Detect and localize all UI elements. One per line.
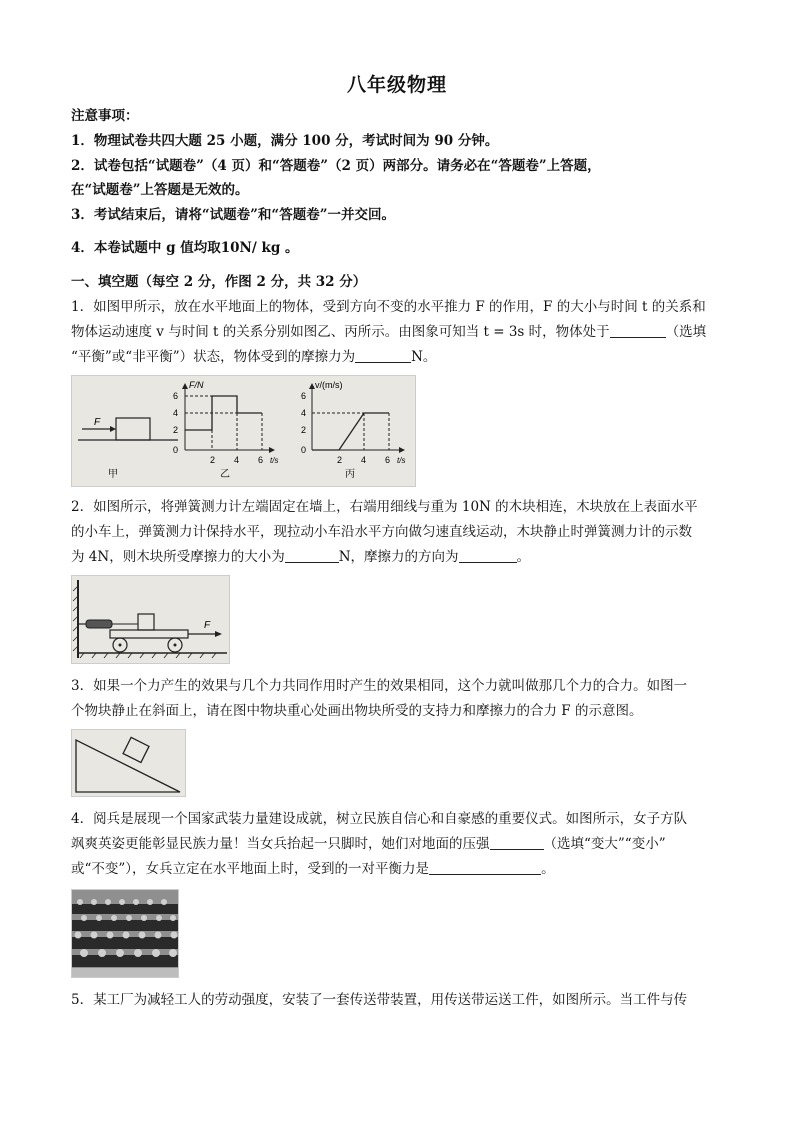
jia-label: 甲 (108, 469, 118, 480)
q1-line2 (71, 322, 706, 342)
q1-blank-1[interactable] (610, 323, 666, 338)
yi-ytick-2: 2 (173, 425, 179, 435)
incline-block (123, 737, 149, 762)
note-item-3: 3．考试结束后，请将“试题卷”和“答题卷”一并交回。 (71, 207, 395, 223)
bing-xtick-4: 4 (361, 455, 367, 465)
block-jia (116, 418, 150, 440)
yi-xtick-4: 4 (234, 455, 240, 465)
q4-line2 (71, 834, 666, 854)
q1-figure (71, 375, 416, 487)
parade-photo (71, 889, 179, 978)
note-item-1: 1．物理试卷共四大题 25 小题，满分 100 分，考试时间为 90 分钟。 (71, 133, 499, 149)
q4-line2-text: 飒爽英姿更能彰显民族力量！当女兵抬起一只脚时，她们对地面的压强 (71, 836, 490, 852)
bing-xlabel: t/s (397, 456, 406, 465)
q4-blank-2[interactable] (429, 860, 541, 875)
bing-ytick-2: 2 (301, 425, 307, 435)
yi-ylabel: F/N (189, 380, 204, 390)
bing-ylabel: v/(m/s) (315, 380, 343, 390)
q1-line3-tail: N。 (411, 349, 437, 365)
bing-xtick-6: 6 (385, 455, 391, 465)
bing-ytick-6: 6 (301, 391, 307, 401)
q4-blank-1[interactable] (490, 835, 544, 850)
q2-line3-mid: N，摩擦力的方向为 (338, 549, 459, 565)
q5-line1: 5．某工厂为减轻工人的劳动强度，安装了一套传送带装置，用传送带运送工件，如图所示。当工件与传 (71, 992, 688, 1008)
graph-yi (173, 380, 278, 480)
q4-line3 (71, 859, 555, 879)
page-title: 八年级物理 (346, 74, 447, 96)
notes-heading: 注意事项： (71, 108, 139, 124)
bing-ytick-0: 0 (301, 445, 307, 455)
bing-label: 丙 (345, 469, 355, 480)
q4-line3-tail: 。 (541, 861, 555, 877)
q2-blank-1[interactable] (285, 548, 339, 563)
q2-line2: 的小车上，弹簧测力计保持水平，现拉动小车沿水平方向做匀速直线运动，木块静止时弹簧测力计的示数 (71, 524, 692, 540)
q1-line1: 1．如图甲所示，放在水平地面上的物体，受到方向不变的水平推力 F 的作用，F 的大小与时间 t 的关系和 (71, 299, 706, 315)
q2-line3-text: 为 4N，则木块所受摩擦力的大小为 (71, 549, 285, 565)
wood-block (138, 614, 154, 630)
yi-xtick-2: 2 (210, 455, 216, 465)
q4-line2-tail: （选填“变大”“变小” (543, 836, 666, 852)
note-item-2-cont: 在“试题卷”上答题是无效的。 (71, 182, 249, 198)
note-item-4: 4．本卷试题中 g 值均取10N/ kg 。 (71, 240, 299, 256)
q1-line3-text: “平衡”或“非平衡”）状态，物体受到的摩擦力为 (71, 349, 356, 365)
q1-line3 (71, 347, 436, 367)
q2-figure-drawing (72, 576, 229, 663)
q2-blank-2[interactable] (459, 548, 517, 563)
q1-line2-tail: （选填 (665, 324, 707, 340)
q4-line1: 4．阅兵是展现一个国家武装力量建设成就，树立民族自信心和自豪感的重要仪式。如图所示，女子方队 (71, 811, 688, 827)
bing-ytick-4: 4 (301, 408, 307, 418)
yi-xlabel: t/s (270, 456, 279, 465)
q3-line2: 个物块静止在斜面上，请在图中物块重心处画出物块所受的支持力和摩擦力的合力 F 的示意图。 (71, 703, 643, 719)
q2-line3 (71, 547, 530, 567)
q3-figure (71, 729, 186, 797)
yi-ytick-0: 0 (173, 445, 179, 455)
yi-ytick-4: 4 (173, 408, 179, 418)
spring-scale (86, 620, 112, 628)
q3-line1: 3．如果一个力产生的效果与几个力共同作用时产生的效果相同，这个力就叫做那几个力的合力。如图一 (71, 678, 688, 694)
section-heading: 一、填空题（每空 2 分，作图 2 分，共 32 分） (71, 274, 367, 290)
q1-blank-2[interactable] (355, 348, 411, 363)
parade-photo-drawing (72, 890, 178, 977)
q2-line3-tail: 。 (516, 549, 531, 565)
bing-xtick-2: 2 (337, 455, 343, 465)
cart (110, 630, 188, 638)
q4-line3-text: 或“不变”），女兵立定在水平地面上时，受到的一对平衡力是 (71, 861, 430, 877)
yi-ytick-6: 6 (173, 391, 179, 401)
yi-xtick-6: 6 (258, 455, 264, 465)
graph-bing (301, 380, 405, 480)
jia-force-label: F (94, 417, 101, 428)
q2-line1: 2．如图所示，将弹簧测力计左端固定在墙上，右端用细线与重为 10N 的木块相连，木块放在上表面水平 (71, 499, 698, 515)
q2-figure (71, 575, 230, 664)
q1-line2-text: 物体运动速度 v 与时间 t 的关系分别如图乙、丙所示。由图象可知当 t = 3s 时，物体处于 (71, 324, 610, 340)
yi-label: 乙 (220, 469, 230, 480)
q1-figure-drawing (72, 376, 415, 486)
note-item-2: 2．试卷包括“试题卷”（4 页）和“答题卷”（2 页）两部分。请务必在“答题卷”上答题， (71, 158, 601, 174)
q2-force-label: F (204, 620, 211, 631)
q3-figure-drawing (72, 730, 185, 796)
